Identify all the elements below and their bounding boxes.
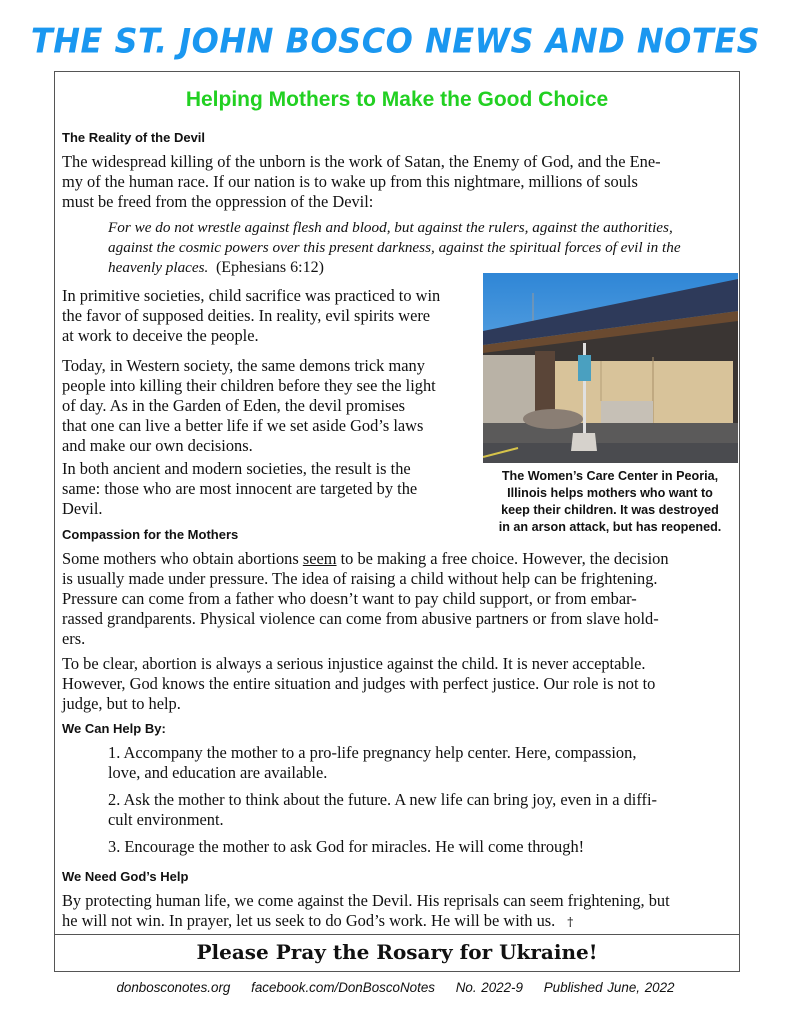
building-photo-illustration <box>483 273 738 463</box>
text-line: Today, in Western society, the same demons trick many <box>62 356 425 375</box>
text-line: The widespread killing of the unborn is the work of Satan, the Enemy of God, and the Ene- <box>62 152 661 171</box>
website-link[interactable]: donbosconotes.org <box>116 980 231 995</box>
paragraph-free-choice <box>62 549 742 649</box>
text-line: is usually made under pressure. The idea of raising a child without help can be frightening. <box>62 569 658 588</box>
caption-line: keep their children. It was destroyed <box>501 503 719 517</box>
text-line: at work to deceive the people. <box>62 326 259 345</box>
text-fragment: he will not win. In prayer, let us seek to do God’s work. He will be with us. <box>62 911 556 930</box>
emphasis-underline: seem <box>302 549 337 568</box>
section-heading-gods-help: We Need God’s Help <box>62 869 189 884</box>
text-line: people into killing their children before they see the light <box>62 376 436 395</box>
text-line: of day. As in the Garden of Eden, the devil promises <box>62 396 406 415</box>
paragraph-closing <box>62 891 742 932</box>
help-list-item-2 <box>108 790 728 830</box>
newsletter-masthead: THE ST. JOHN BOSCO NEWS AND NOTES <box>30 21 761 61</box>
photo-caption <box>475 468 745 536</box>
facebook-link[interactable]: facebook.com/DonBoscoNotes <box>251 980 435 995</box>
text-line: judge, but to help. <box>62 694 181 713</box>
text-line: 2. Ask the mother to think about the future. A new life can bring joy, even in a diffi- <box>108 790 657 809</box>
care-center-photo <box>483 273 738 463</box>
text-line: cult environment. <box>108 810 224 829</box>
text-fragment: Some mothers who obtain abortions <box>62 549 303 568</box>
newsletter-footer <box>0 980 791 995</box>
text-line: my of the human race. If our nation is to wake up from this nightmare, millions of souls <box>62 172 638 191</box>
text-line: love, and education are available. <box>108 763 328 782</box>
article-headline: Helping Mothers to Make the Good Choice <box>185 88 609 111</box>
help-list-item-1 <box>108 743 728 783</box>
text-line: Pressure can come from a father who doesn’t want to pay child support, or from embar- <box>62 589 637 608</box>
paragraph-be-clear <box>62 654 742 714</box>
text-line: and make our own decisions. <box>62 436 253 455</box>
quote-line: For we do not wrestle against flesh and blood, but against the rulers, against the authorities, <box>108 219 673 236</box>
banner-divider <box>55 934 739 935</box>
scripture-quote <box>108 218 728 278</box>
paragraph-primitive-societies <box>62 286 482 346</box>
cross-icon: † <box>567 915 574 929</box>
caption-line: The Women’s Care Center in Peoria, <box>501 469 719 483</box>
section-heading-compassion: Compassion for the Mothers <box>62 527 239 542</box>
text-line: ers. <box>62 629 86 648</box>
scripture-reference: (Ephesians 6:12) <box>215 259 324 276</box>
prayer-banner: Please Pray the Rosary for Ukraine! <box>196 940 598 964</box>
text-line: In both ancient and modern societies, the result is the <box>62 459 411 478</box>
text-line: 1. Accompany the mother to a pro-life pregnancy help center. Here, compassion, <box>108 743 637 762</box>
quote-line: against the cosmic powers over this present darkness, against the spiritual forces of evil in the <box>108 239 681 256</box>
text-line <box>62 549 742 569</box>
section-heading-reality-of-devil: The Reality of the Devil <box>62 130 206 145</box>
paragraph-ancient-modern <box>62 459 482 519</box>
text-line: However, God knows the entire situation and judges with perfect justice. Our role is not to <box>62 674 656 693</box>
text-line: In primitive societies, child sacrifice was practiced to win <box>62 286 441 305</box>
paragraph-intro <box>62 152 661 212</box>
text-line: To be clear, abortion is always a serious injustice against the child. It is never acceptable. <box>62 654 646 673</box>
publish-date: Published June, 2022 <box>543 980 675 995</box>
text-line: the favor of supposed deities. In reality, evil spirits were <box>62 306 431 325</box>
section-heading-we-can-help: We Can Help By: <box>62 721 166 736</box>
caption-line: Illinois helps mothers who want to <box>507 486 713 500</box>
text-fragment: to be making a free choice. However, the decision <box>336 549 669 568</box>
caption-line: in an arson attack, but has reopened. <box>498 520 722 534</box>
text-line: that one can live a better life if we set aside God’s laws <box>62 416 424 435</box>
text-line: rassed grandparents. Physical violence can come from abusive partners or from slave hold- <box>62 609 659 628</box>
help-list-item-3 <box>108 837 728 857</box>
text-line <box>62 911 742 932</box>
text-line: Devil. <box>62 499 103 518</box>
text-line: By protecting human life, we come against the Devil. His reprisals can seem frightening, but <box>62 891 670 910</box>
quote-line: heavenly places. <box>108 259 209 276</box>
text-line: must be freed from the oppression of the Devil: <box>62 192 374 211</box>
text-line: same: those who are most innocent are targeted by the <box>62 479 418 498</box>
text-line: 3. Encourage the mother to ask God for miracles. He will come through! <box>108 837 585 856</box>
paragraph-western-society <box>62 356 482 456</box>
article-frame <box>54 71 740 972</box>
issue-number: No. 2022-9 <box>455 980 523 995</box>
